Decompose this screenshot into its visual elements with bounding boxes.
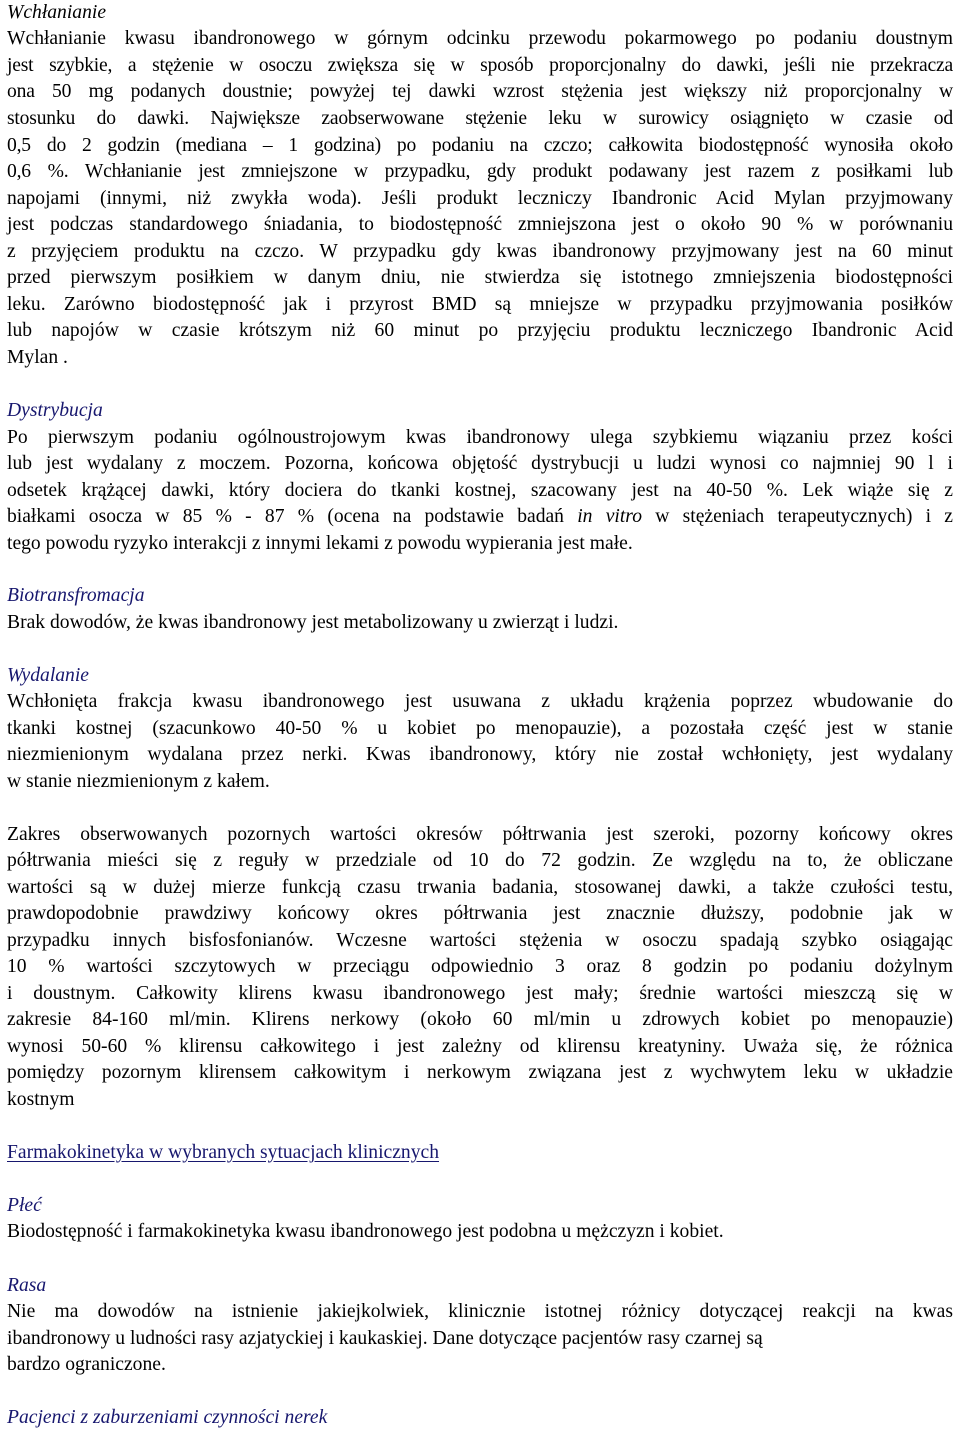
text-line: Wchłanianie kwasu ibandronowego w górnym odcinku przewodu pokarmowego po podaniu doustnym	[7, 28, 953, 49]
text-line: napojami (innymi, niż zwykła woda). Jeśli produkt leczniczy Ibandronic Acid Mylan przyjmowany	[7, 188, 953, 209]
text-line: ibandronowy u ludności rasy azjatyckiej i kaukaskiej. Dane dotyczące pacjentów rasy czarnej są	[7, 1328, 763, 1349]
text-line: zakresie 84-160 ml/min. Klirens nerkowy (około 60 ml/min u zdrowych kobiet po menopauzie)	[7, 1009, 953, 1030]
text-line: prawdopodobnie prawdziwy końcowy okres półtrwania jest znacznie dłuższy, podobnie jak w	[7, 903, 953, 924]
text-line: bardzo ograniczone.	[7, 1354, 166, 1375]
text-line	[7, 505, 953, 529]
text-line: Wchłonięta frakcja kwasu ibandronowego jest usuwana z układu krążenia poprzez wbudowanie do	[7, 691, 953, 712]
text-segment: w stężeniach terapeutycznych) i z	[642, 506, 953, 527]
text-line: przed pierwszym posiłkiem w danym dniu, nie stwierdza się istotnego zmniejszenia biodostępności	[7, 267, 953, 288]
text-line: lub jest wydalany z moczem. Pozorna, końcowa objętość dystrybucji u ludzi wynosi co najmniej 90 l i	[7, 453, 953, 474]
text-line: wartości są w dużej mierze funkcją czasu trwania badania, stosowanej dawki, a także czułości testu,	[7, 877, 953, 898]
text-line: 0,6 %. Wchłanianie jest zmniejszone w przypadku, gdy produkt podawany jest razem z posiłkami lub	[7, 161, 953, 182]
heading-nerki: Pacjenci z zaburzeniami czynności nerek	[7, 1407, 328, 1428]
text-line: 0,5 do 2 godzin (mediana – 1 godzina) po podaniu na czczo; całkowita biodostępność wynosiła około	[7, 135, 953, 156]
text-line: jest podczas standardowego śniadania, to biodostępność zmniejszona jest o około 90 % w porównaniu	[7, 214, 953, 235]
text-line: Nie ma dowodów na istnienie jakiejkolwiek, klinicznie istotnej różnicy dotyczącej reakcji na kwas	[7, 1301, 953, 1322]
text-line: Brak dowodów, że kwas ibandronowy jest metabolizowany u zwierząt i ludzi.	[7, 612, 619, 633]
text-line: odsetek krążącej dawki, który dociera do tkanki kostnej, szacowany jest na 40-50 %. Lek wiąże się z	[7, 480, 953, 501]
text-segment: białkami osocza w 85 % - 87 % (ocena na podstawie badań	[7, 506, 578, 527]
text-line: lub napojów w czasie krótszym niż 60 minut po przyjęciu produktu leczniczego Ibandronic Acid	[7, 320, 953, 341]
text-line: Mylan .	[7, 347, 68, 368]
text-line: tkanki kostnej (szacunkowo 40-50 % u kobiet po menopauzie), a pozostała część jest w stanie	[7, 718, 953, 739]
text-line: jest szybkie, a stężenie w osoczu zwiększa się w sposób proporcjonalny do dawki, jeśli nie przekracza	[7, 55, 953, 76]
heading-biotransformacja: Biotransfromacja	[7, 585, 145, 606]
text-line: z przyjęciem produktu na czczo. W przypadku gdy kwas ibandronowy przyjmowany jest na 60 minut	[7, 241, 953, 262]
italic-term: in vitro	[577, 506, 642, 527]
text-line: w stanie niezmienionym z kałem.	[7, 771, 270, 792]
text-line: ona 50 mg podanych doustnie; powyżej tej dawki wzrost stężenia jest większy niż proporcjonalny w	[7, 81, 953, 102]
heading-rasa: Rasa	[7, 1275, 47, 1296]
text-line: stosunku do dawki. Największe zaobserwowane stężenie leku w surowicy osiągnięto w czasie od	[7, 108, 953, 129]
text-line: kostnym	[7, 1089, 75, 1110]
text-line: Biodostępność i farmakokinetyka kwasu ibandronowego jest podobna u mężczyzn i kobiet.	[7, 1221, 724, 1242]
heading-plec: Płeć	[7, 1195, 42, 1216]
heading-farmakokinetyka: Farmakokinetyka w wybranych sytuacjach klinicznych	[7, 1142, 440, 1163]
text-line: tego powodu ryzyko interakcji z innymi lekami z powodu wypierania jest małe.	[7, 533, 633, 554]
text-line: Zakres obserwowanych pozornych wartości okresów półtrwania jest szeroki, pozorny końcowy okres	[7, 824, 953, 845]
text-line: pomiędzy pozornym klirensem całkowitym i nerkowym związana jest z wychwytem leku w układzie	[7, 1062, 953, 1083]
text-line: wynosi 50-60 % klirensu całkowitego i jest zależny od klirensu kreatyniny. Uważa się, że różnica	[7, 1036, 953, 1057]
text-line: leku. Zarówno biodostępność jak i przyrost BMD są mniejsze w przypadku przyjmowania posiłków	[7, 294, 953, 315]
text-line: i doustnym. Całkowity klirens kwasu ibandronowego jest mały; średnie wartości mieszczą się w	[7, 983, 953, 1004]
text-line: 10 % wartości szczytowych w przeciągu odpowiednio 3 oraz 8 godzin po podaniu dożylnym	[7, 956, 953, 977]
text-line: półtrwania mieści się z reguły w przedziale od 10 do 72 godzin. Ze względu na to, że obliczane	[7, 850, 953, 871]
text-line: Po pierwszym podaniu ogólnoustrojowym kwas ibandronowy ulega szybkiemu wiązaniu przez kości	[7, 427, 953, 448]
text-line: niezmienionym wydalana przez nerki. Kwas ibandronowy, który nie został wchłonięty, jest wydalany	[7, 744, 953, 765]
heading-dystrybucja: Dystrybucja	[7, 400, 103, 421]
heading-wchlanianie: Wchłanianie	[7, 2, 107, 23]
heading-wydalanie: Wydalanie	[7, 665, 89, 686]
text-line: przypadku innych bisfosfonianów. Wczesne wartości stężenia w osoczu spadają szybko osiągając	[7, 930, 953, 951]
